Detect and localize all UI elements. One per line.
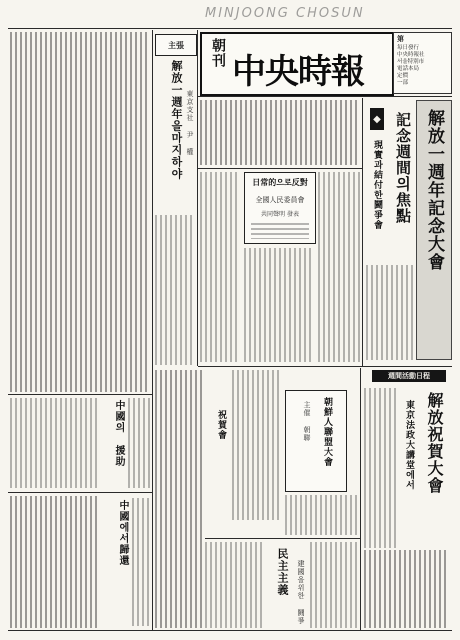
center-left-text [200, 172, 240, 362]
anti-article-box [244, 172, 316, 244]
lower-left-headline1: 中國의 援助 [113, 400, 124, 467]
edition-line: 中央時報社 [397, 52, 425, 58]
anti-article-sub: 全國人民委員會 [255, 196, 305, 204]
editorial-byline: 東京支社 尹 權 [186, 90, 194, 156]
lower-center-text-e [310, 542, 358, 628]
lower-right-banner: 解放祝賀大會 [425, 392, 444, 494]
edition-lines [397, 45, 449, 87]
right-banner: 解放一週年記念大會 [424, 109, 444, 271]
convention-sub: 主催 朝聯 [303, 401, 311, 442]
convention-title: 朝鮮人聯盟大會 [322, 397, 332, 467]
lower-center-text-a [155, 370, 203, 628]
lower-right-text-a [364, 388, 398, 548]
edition-line: 一部 [397, 80, 409, 86]
lower-center-text-d [205, 542, 265, 628]
center-right-text [318, 172, 360, 362]
lower-left-text-c [10, 496, 100, 628]
lower-left-text-d [132, 498, 150, 626]
bullet-mark: ◆ [370, 108, 384, 130]
lower-center-text-b [232, 370, 280, 520]
editorial-headline: 解放一週年을마지하야 [170, 60, 183, 180]
center-mid-text [244, 248, 314, 362]
masthead-title: 中央時報 [232, 52, 364, 92]
lower-left-text-b [128, 398, 150, 488]
edition-line: 電話本局 [397, 66, 420, 72]
lower-center-text-c [285, 495, 357, 535]
lower-center-headline: 民主主義 [276, 548, 289, 596]
right-upper-text [366, 265, 414, 360]
edition-line: 定價 [397, 73, 409, 79]
issue-number: 第 [397, 34, 404, 43]
edition-line: 毎日發行 [397, 45, 420, 51]
anti-article-text [251, 223, 309, 239]
lower-center-tag: 祝賀會 [216, 410, 226, 440]
left-text-block [10, 32, 150, 392]
schedule-box-label: 週間活動日程 [372, 370, 446, 382]
right-subhead: 現實과結付한鬪爭會 [372, 140, 382, 230]
anti-article-title: 日常的으로反對 [252, 177, 308, 187]
lower-left-text-a [10, 398, 100, 488]
editorial-label: 主張 [155, 34, 197, 56]
lower-right-sub: 東京法政大講堂에서 [404, 400, 414, 490]
edition-line: 서울特別市 [397, 59, 425, 65]
lower-left-headline2: 中國에서歸還 [117, 500, 128, 566]
editorial-text [155, 215, 195, 365]
lower-center-sub: 建國을위한 鬪爭 [297, 560, 305, 625]
top-banner: MINJOONG CHOSUN [205, 6, 365, 21]
issue-info-box [393, 32, 452, 94]
right-headline: 記念週間의焦點 [394, 112, 412, 224]
anti-article-sub2: 共同聲明 發表 [261, 211, 299, 218]
lower-right-text-b [364, 550, 448, 628]
right-banner-box [416, 100, 452, 360]
masthead-subtitle: 朝刊 [210, 38, 226, 68]
convention-box [285, 390, 347, 492]
center-top-text [200, 100, 360, 165]
masthead-box [200, 32, 394, 96]
